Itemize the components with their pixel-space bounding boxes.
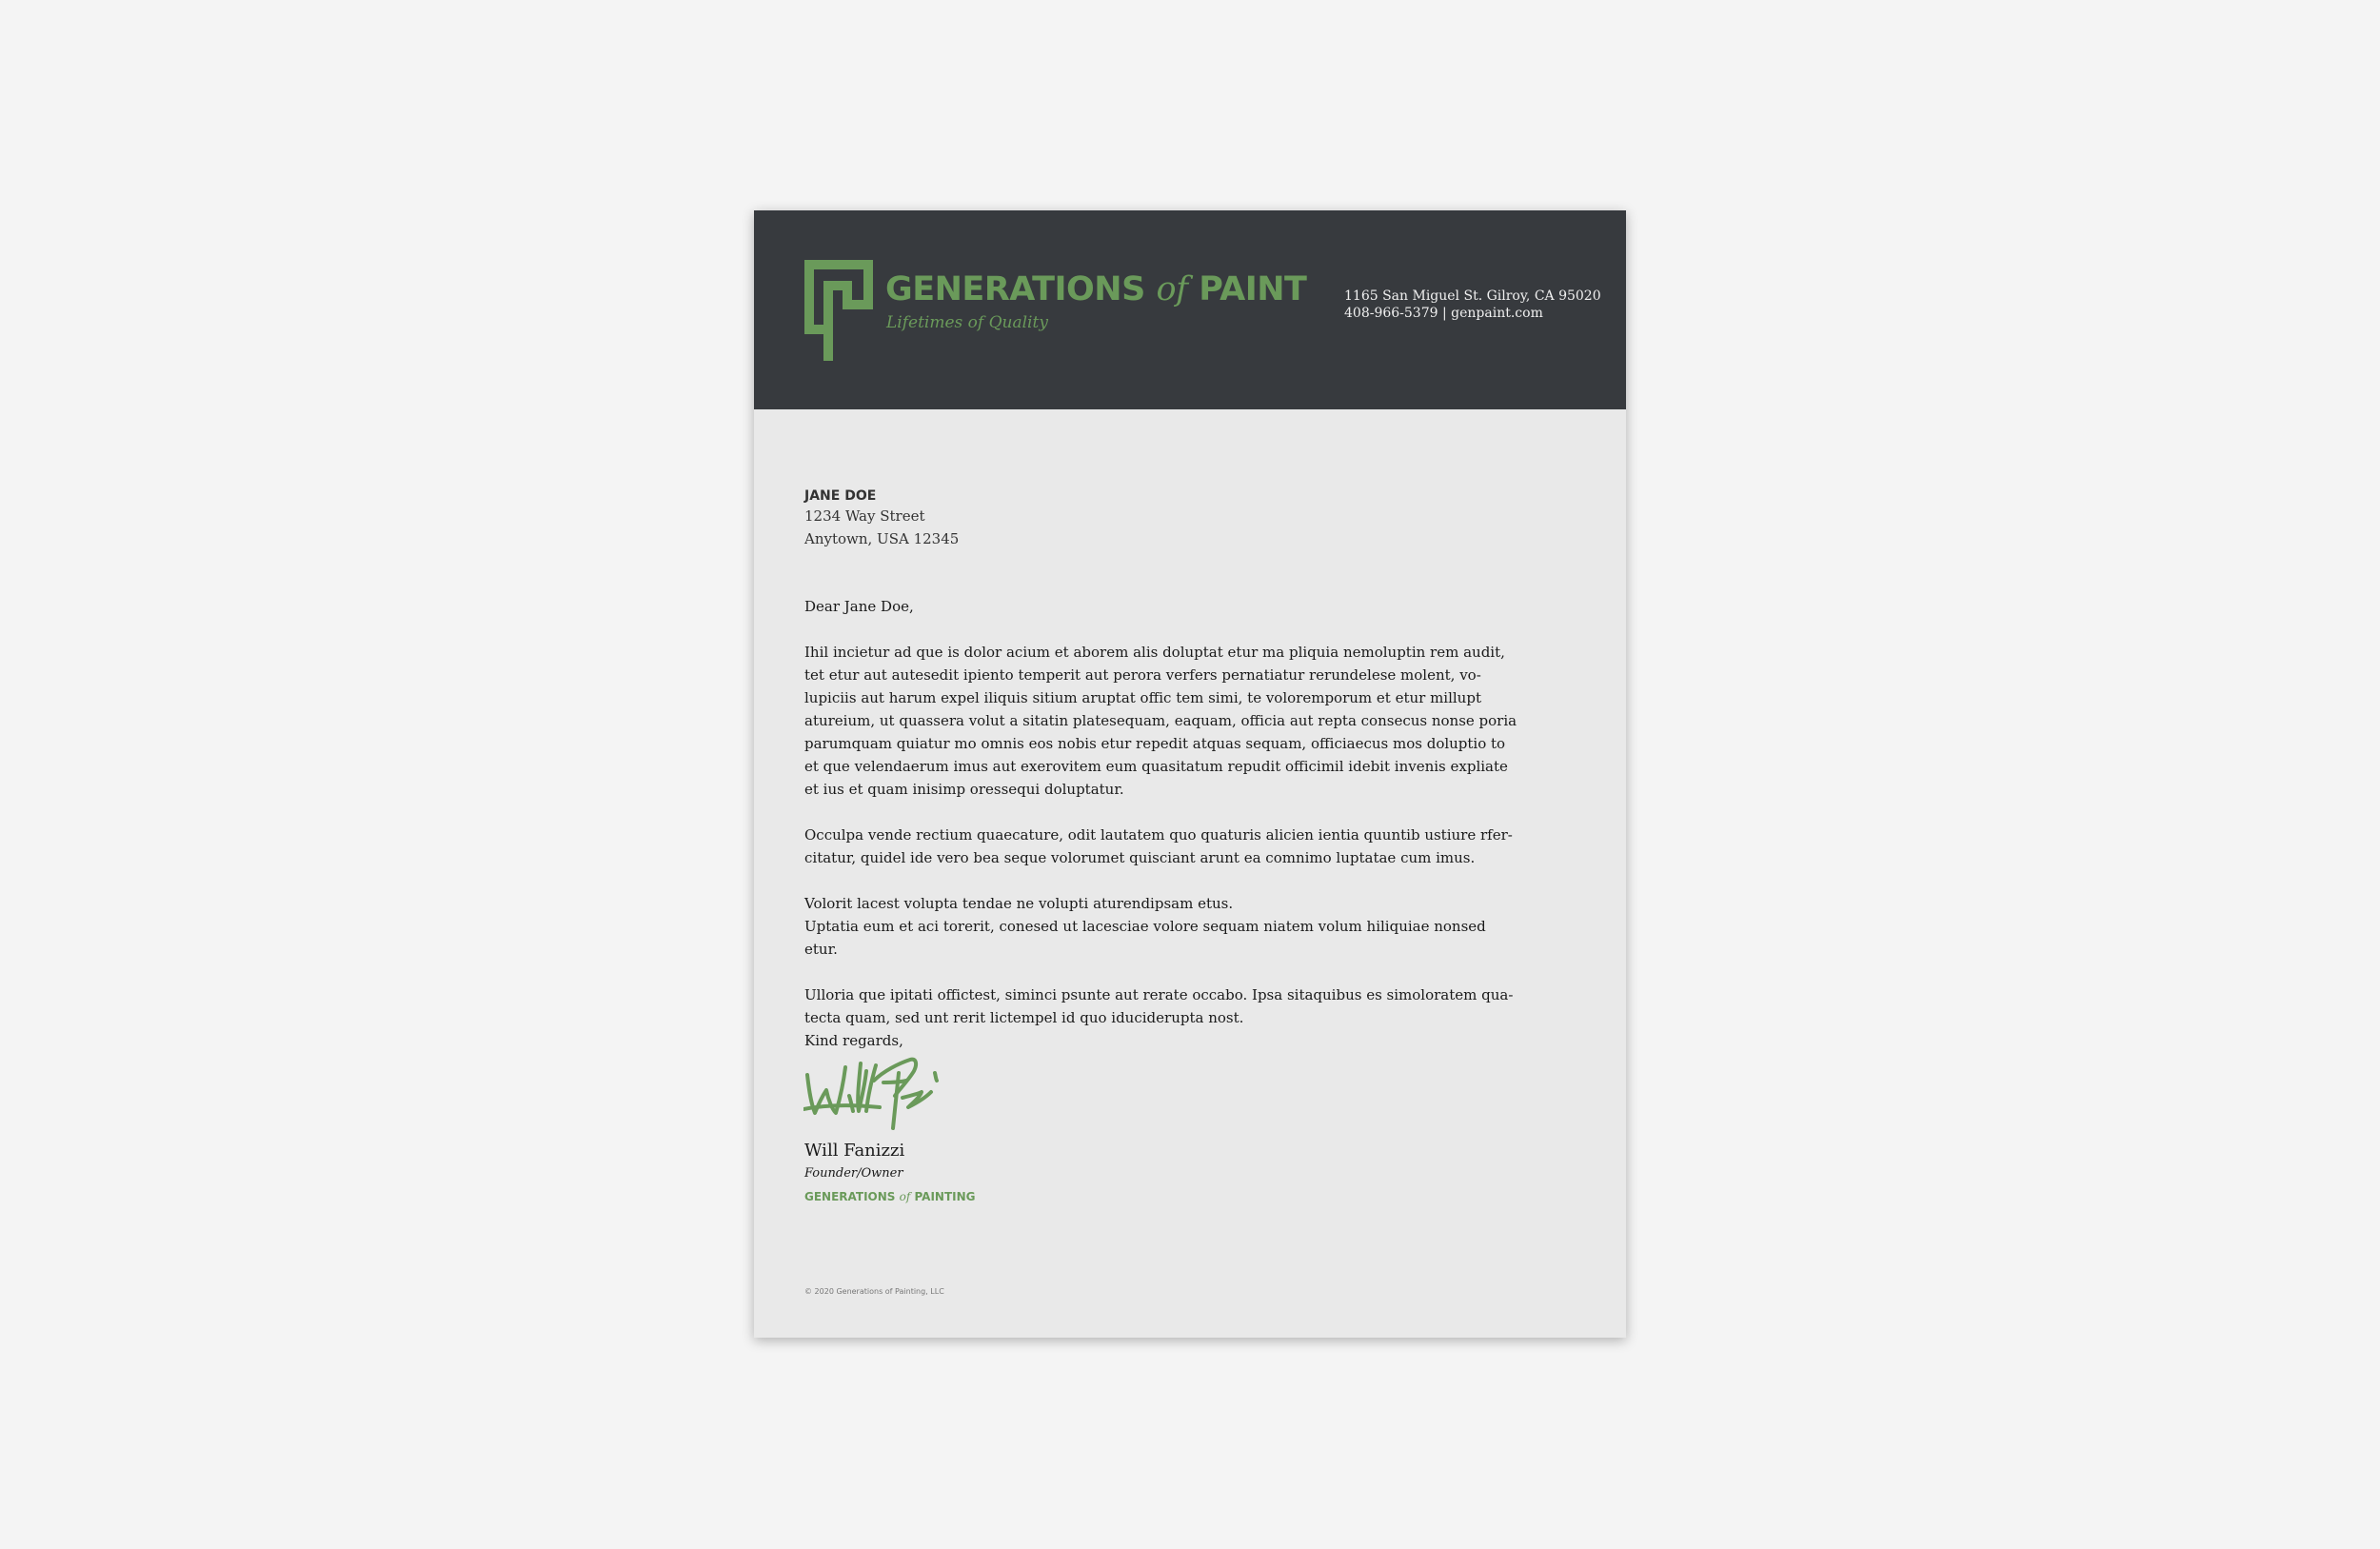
paragraph-2: Occulpa vende rectium quaecature, odit lautatem quo quaturis alicien ientia quuntib ustiure rfer- citatur, quidel ide vero bea seque volorumet quisciant arunt ea comnimo luptatae cum imus. [804, 826, 1513, 866]
company-phone-web: 408-966-5379 | genpaint.com [1344, 306, 1543, 321]
recipient-block [804, 487, 959, 550]
brand-name [885, 270, 1307, 308]
signer-company [804, 1188, 976, 1205]
brand-name-part1: GENERATIONS [885, 270, 1145, 308]
signer-title: Founder/Owner [804, 1166, 903, 1181]
paragraph-1: Ihil incietur ad que is dolor acium et aborem alis doluptat etur ma pliquia nemoluptin rem audit, tet etur aut autesedit ipiento temperit aut perora verfers pernatiatur rerundelese molent, vo- lupiciis aut harum expel iliquis sitium aruptat offic tem simi, te voloremporum et etur millupt atureium, ut quassera volut a sitatin platesequam, eaquam, officia aut repta consecus nonse poria parumquam quiatur mo omnis eos nobis etur repedit atquas sequam, officiaecus mos doluptio to et que velendaerum imus aut exerovitem eum quasitatum repudit officimil idebit invenis expliate et ius et quam inisimp oressequi doluptatur. [804, 644, 1517, 798]
signer-company-of: of [899, 1190, 911, 1203]
recipient-city: Anytown, USA 12345 [804, 530, 960, 547]
signer-name: Will Fanizzi [804, 1141, 905, 1161]
recipient-street: 1234 Way Street [804, 507, 925, 525]
salutation: Dear Jane Doe, [804, 598, 914, 615]
gp-monogram-icon [804, 260, 873, 361]
signer-company-part2: PAINTING [914, 1190, 976, 1203]
handwritten-signature [803, 1054, 942, 1136]
signer-company-part1: GENERATIONS [804, 1190, 896, 1203]
company-contact [1344, 288, 1601, 322]
letter-body [804, 595, 1518, 1052]
copyright-footer: © 2020 Generations of Painting, LLC [804, 1287, 944, 1296]
letterhead-header [754, 210, 1626, 409]
recipient-name: JANE DOE [804, 488, 877, 504]
company-address: 1165 San Miguel St. Gilroy, CA 95020 [1344, 288, 1601, 304]
paragraph-4: Ulloria que ipitati offictest, siminci psunte aut rerate occabo. Ipsa sitaquibus es simoloratem qua- tecta quam, sed unt rerit lictempel id quo iduciderupta nost. [804, 986, 1514, 1026]
closing: Kind regards, [804, 1032, 903, 1049]
brand-name-of: of [1156, 270, 1188, 308]
letterhead-page [754, 210, 1626, 1338]
brand-name-part2: PAINT [1199, 270, 1307, 308]
brand-tagline: Lifetimes of Quality [886, 313, 1048, 332]
paragraph-3: Volorit lacest volupta tendae ne volupti aturendipsam etus. Uptatia eum et aci torerit, conesed ut lacesciae volore sequam niatem volum hiliquiae nonsed etur. [804, 895, 1486, 958]
